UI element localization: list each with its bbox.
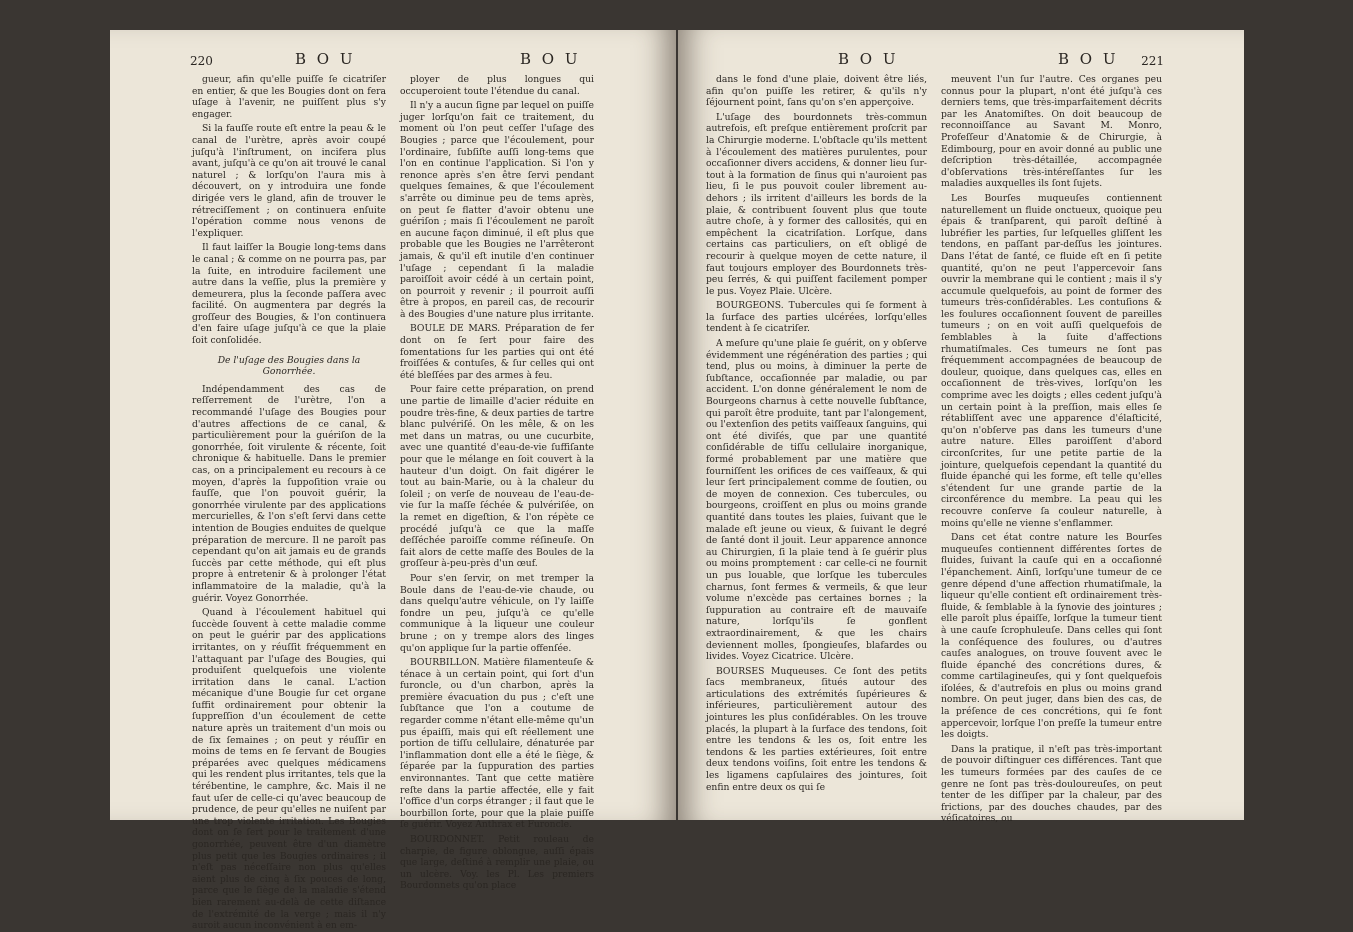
running-head: B O U	[520, 50, 581, 68]
right-page-columns	[706, 74, 1162, 825]
left-page-header	[190, 50, 596, 72]
running-head: B O U	[295, 50, 356, 68]
page-number: 221	[1141, 54, 1164, 68]
entry-paragraph: BOULE DE MARS. Préparation de fer dont on ſe ſert pour faire des fomentations ſur les parties qui ont été froiſſées & contuſes, & ſur celles qui ont été bleſſées par des armes à feu.	[400, 323, 594, 381]
paragraph: Dans la pratique, il n'eſt pas très-important de pouvoir diſtinguer ces différences. Tant que les tumeurs formées par des cauſes de ce genre ne ſont pas très-douloureuſes, on peut tenter de les diſſiper par la chaleur, par des frictions, par des douches chaudes, par des véſicatoires, ou	[941, 743, 1162, 825]
paragraph: Il n'y a aucun ſigne par lequel on puiſſe juger lorſqu'on fait ce traitement, du moment où l'on peut ceſſer l'uſage des Bougies ; parce que l'écoulement, pour l'ordinaire, ſubſiſte auſſi long-tems que l'on en continue l'application. Si l'on y renonce après s'en être ſervi pendant quelques ſemaines, & que l'écoulement s'arrête ou diminue peu de tems après, on peut ſe flatter d'avoir obtenu une guériſon ; mais ſi l'écoulement ne paroît en aucune façon diminué, il eſt plus que probable que les Bougies ne l'arrêteront jamais, & qu'il eſt inutile d'en continuer l'uſage ; cependant ſi la maladie paroiſſoit avoir cédé à un certain point, on pourroit y revenir ; il pourroit auſſi être à propos, en pareil cas, de recourir à des Bougies d'une nature plus irritante.	[400, 100, 594, 320]
page-number: 220	[190, 54, 213, 68]
entry-paragraph: BOURSES Muqueuses. Ce ſont des petits ſacs membraneux, ſitués autour des articulations des extrémités ſupérieures & inférieures, particulièrement autour des jointures les plus conſidérables. On les trouve placés, la plupart à la ſurface des tendons, ſoit entre les tendons & les os, ſoit entre les tendons & les parties extérieures, ſoit entre deux tendons voiſins, ſoit entre les tendons & les ligamens capſulaires des jointures, ſoit enfin entre deux os qui ſe	[706, 665, 927, 793]
paragraph: Les Bourſes muqueuſes contiennent naturellement un fluide onctueux, quoique peu épais & tranſparent, qui paroît deſtiné à lubréfier les parties, ſur leſquelles gliſſent les tendons, en paſſant par-deſſus les jointures. Dans l'état de ſanté, ce fluide eſt en ſi petite quantité, qu'on ne peut l'appercevoir ſans ouvrir la membrane qui le contient ; mais il s'y accumule quelquefois, au point de former des tumeurs très-conſidérables. Les contuſions & les foulures occaſionnent ſouvent de pareilles tumeurs ; on en voit auſſi quelquefois de ſemblables à la ſuite d'affections rhumatiſmales. Ces tumeurs ne ſont pas fréquemment accompagnées de beaucoup de douleur, quoique, dans quelques cas, elles en occaſionnent de très-vives, lorſqu'on les comprime avec les doigts ; elles cedent juſqu'à un certain point à la preſſion, mais elles ſe rétabliſſent avec une apparence d'élaſticité, qu'on n'obſerve pas dans les tumeurs d'une autre nature. Elles paroiſſent d'abord circonſcrites, ſur une petite partie de la jointure, quelquefois cependant la quantité du fluide épanché qui les forme, eſt telle qu'elles s'étendent ſur une grande partie de la circonférence du membre. La peau qui les recouvre conſerve ſa couleur naturelle, à moins qu'elle ne vienne s'enflammer.	[941, 192, 1162, 529]
text-column	[706, 74, 927, 806]
left-page	[110, 30, 676, 932]
right-page	[678, 30, 1244, 825]
paragraph: Si la fauſſe route eſt entre la peau & le canal de l'urètre, après avoir coupé juſqu'à l'inſtrument, on incifera plus avant, juſqu'à ce qu'on ait trouvé le canal naturel ; & lorſqu'on l'aura mis à découvert, on y introduira une fonde dirigée vers le gland, afin de trouver le rétreciſſement ; on continuera enſuite l'opération comme nous venons de l'expliquer.	[192, 123, 386, 239]
paragraph: meuvent l'un ſur l'autre. Ces organes peu connus pour la plupart, n'ont été juſqu'à ces derniers tems, que très-imparfaitement décrits par les Anatomiſtes. On doit beaucoup de reconnoiſſance au Savant M. Monro, Profeſſeur d'Anatomie & de Chirurgie, à Edimbourg, pour en avoir donné au public une deſcription très-détaillée, accompagnée d'obſervations très-intéreſſantes ſur les maladies auxquelles ils ſont ſujets.	[941, 74, 1162, 190]
paragraph: Pour faire cette préparation, on prend une partie de limaille d'acier réduite en poudre très-fine, & deux parties de tartre blanc pulvériſé. On les mêle, & on les met dans un matras, ou une cucurbite, avec une quantité d'eau-de-vie ſuffiſante pour que le mélange en ſoit couvert à la hauteur d'un doigt. On fait digérer le tout au bain-Marie, ou à la chaleur du ſoleil ; on verſe de nouveau de l'eau-de-vie ſur la maſſe ſéchée & pulvériſée, on la remet en digeſtion, & l'on répète ce procédé juſqu'à ce que la maſſe deſſéchée paroiſſe comme réſineuſe. On fait alors de cette maſſe des Boules de la groſſeur à-peu-près d'un œuf.	[400, 384, 594, 570]
paragraph: gueur, afin qu'elle puiſſe ſe cicatriſer en entier, & que les Bougies dont on fera uſage à l'avenir, ne puiſſent plus s'y engager.	[192, 74, 386, 120]
paragraph: ployer de plus longues qui occuperoient toute l'étendue du canal.	[400, 74, 594, 97]
paragraph: A meſure qu'une plaie ſe guérit, on y obſerve évidemment une régénération des parties ; qui tend, plus ou moins, à diminuer la perte de ſubſtance, occaſionnée par maladie, ou par accident. L'on donne généralement le nom de Bourgeons charnus à cette nouvelle ſubſtance, qui paroît être produite, tant par l'alongement, ou l'extenſion des petits vaiſſeaux ſanguins, qui ont été diviſés, que par une quantité conſidérable de tiſſu cellulaire inorganique, formé probablement par une matière que fourniſſent les orifices de ces vaiſſeaux, & qui leur ſert principalement comme de ſoutien, ou de moyen de connexion. Ces tubercules, ou bourgeons, croiſſent en plus ou moins grande quantité dans toutes les plaies, ſuivant que le malade eſt jeune ou vieux, & ſuivant le degré de ſanté dont il jouit. Leur apparence annonce au Chirurgien, ſi la plaie tend à ſe guérir plus ou moins promptement : car celle-ci ne fournit un pus louable, que lorſque les tubercules charnus, ſont fermes & vermeils, & que leur volume n'excède pas certaines bornes ; la ſuppuration au contraire eſt de mauvaiſe nature, lorſqu'ils ſe gonflent extraordinairement, & que les chairs deviennent molles, ſpongieuſes, blafardes ou livides. Voyez Cicatrice. Ulcère.	[706, 338, 927, 663]
paragraph: dans le fond d'une plaie, doivent être liés, afin qu'on puiſſe les retirer, & qu'ils n'y ſéjournent point, ſans qu'on s'en apperçoive.	[706, 74, 927, 109]
running-head: B O U	[838, 50, 899, 68]
paragraph: Dans cet état contre nature les Bourſes muqueuſes contiennent différentes ſortes de fluides, ſuivant la cauſe qui en a occaſionné l'épanchement. Ainſi, lorſqu'une tumeur de ce genre dépend d'une affection rhumatiſmale, la liqueur qu'elle contient eſt ordinairement très-fluide, & ſemblable à la ſynovie des jointures ; elle paroît plus épaiſſe, lorſque la tumeur tient à une cauſe ſcrophuleuſe. Dans celles qui ſont la conſéquence des foulures, ou d'autres cauſes analogues, on trouve ſouvent avec le fluide épanché des concrétions dures, & comme cartilagineuſes, qui y ſont quelquefois iſolées, & d'autrefois en plus ou moins grand nombre. On peut juger, dans bien des cas, de la préſence de ces concrétions, qui ſe font appercevoir, lorſque l'on preſſe la tumeur entre les doigts.	[941, 532, 1162, 741]
entry-paragraph: BOURDONNET. Petit rouleau de charpie, de figure oblongue, auſſi épais que large, deſtiné à remplir une plaie, ou un ulcère. Voy. les Pl. Les premiers Bourdonnets qu'on place	[400, 834, 594, 892]
paragraph: Pour s'en ſervir, on met tremper la Boule dans de l'eau-de-vie chaude, ou dans quelqu'autre véhicule, on l'y laiſſe fondre un peu, juſqu'à ce qu'elle communique à la liqueur une couleur brune ; on y trempe alors des linges qu'on applique ſur la partie offenſée.	[400, 572, 594, 654]
text-column	[400, 74, 595, 892]
paragraph: Il faut laiſſer la Bougie long-tems dans le canal ; & comme on ne pourra pas, par la ſuite, en introduire facilement une autre dans la veſſie, plus la première y demeurera, plus la ſeconde paſſera avec facilité. On augmentera par degrés la groſſeur des Bougies, & l'on continuera d'en faire uſage juſqu'à ce que la plaie ſoit conſolidée.	[192, 242, 386, 347]
right-page-header	[758, 50, 1164, 72]
paragraph: Quand à l'écoulement habituel qui ſuccède ſouvent à cette maladie comme on peut le guérir par des applications irritantes, on y réuſſit fréquemment en l'attaquant par l'uſage des Bougies, qui produiſent quelquefois une violente irritation dans le canal. L'action mécanique d'une Bougie ſur cet organe ſuffit ordinairement pour obtenir la ſuppreſſion d'un écoulement de cette nature après un traitement d'un mois ou de ſix ſemaines ; on peut y réuſſir en moins de tems en ſe ſervant de Bougies préparées avec quelques médicamens qui les rendent plus irritantes, tels que la térébentine, le camphre, &c. Mais il ne faut uſer de celle-ci qu'avec beaucoup de prudence, de peur qu'elles ne nuiſent par une trop violente irritation. Les Bougies dont on ſe ſert pour le traitement d'une gonorrhée, peuvent être d'un diamètre plus petit que les Bougies ordinaires ; il n'eſt pas néceſſaire non plus qu'elles aient plus de cinq à ſix pouces de long, parce que le ſiège de la maladie s'étend bien rarement au-delà de cette diſtance de l'extrémité de la verge ; mais il n'y auroit aucun inconvénient à en em-	[192, 607, 386, 932]
text-column	[192, 74, 386, 932]
paragraph: L'uſage des bourdonnets très-commun autrefois, eſt preſque entièrement proſcrit par la Chirurgie moderne. L'obſtacle qu'ils mettent à l'écoulement des matières purulentes, pour occaſionner divers accidens, & donner lieu ſur-tout à la formation de ſinus qui n'auroient pas lieu, ſi le pus pouvoit couler librement au-dehors ; ils irritent d'ailleurs les bords de la plaie, & contribuent ſouvent plus que toute autre choſe, à y former des callosités, qui en empêchent la cicatriſation. Lorſque, dans certains cas particuliers, on eſt obligé de recourir à quelque moyen de cette nature, il faut toujours employer des Bourdonnets très-peu ſerrés, & qui puiſſent facilement pomper le pus. Voyez Plaie. Ulcère.	[706, 111, 927, 297]
entry-paragraph: BOURBILLON. Matière filamenteuſe & ténace à un certain point, qui ſort d'un furoncle, ou d'un charbon, après la première évacuation du pus ; c'eſt une ſubſtance que l'on a coutume de regarder comme n'étant elle-même qu'un pus épaiſſi, mais qui eſt réellement une portion de tiſſu cellulaire, dénaturée par l'inflammation dont elle a été le ſiège, & ſéparée par la ſuppuration des parties environnantes. Tant que cette matière reſte dans la partie affectée, elle y fait l'office d'un corps étranger ; il faut que le bourbillon ſorte, pour que la plaie puiſſe ſe guérir. Voyez Anthrax et Furoncle.	[400, 657, 595, 831]
entry-paragraph: BOURGEONS. Tubercules qui ſe forment à la ſurface des parties ulcérées, lorſqu'elles tendent à ſe cicatriſer.	[706, 300, 927, 335]
left-page-columns	[192, 74, 595, 932]
paragraph: Indépendamment des cas de reſſerrement de l'urètre, l'on a recommandé l'uſage des Bougies pour d'autres affections de ce canal, & particulièrement pour la guériſon de la gonorrhée, ſoit virulente & récente, ſoit chronique & habituelle. Dans le premier cas, on a principalement eu recours à ce moyen, d'après la ſuppoſition vraie ou fauſſe, que l'on pouvoit guérir, la gonorrhée virulente par des applications mercurielles, & l'on s'eſt ſervi dans cette intention de Bougies enduites de quelque préparation de mercure. Il ne paroît pas cependant qu'on ait jamais eu de grands ſuccès par cette méthode, qui eſt plus propre à entretenir & à prolonger l'état inflammatoire de la maladie, qu'à la guérir. Voyez Gonorrhée.	[192, 383, 386, 604]
text-column	[941, 74, 1162, 825]
running-head: B O U	[1058, 50, 1119, 68]
section-heading: De l'uſage des Bougies dans la Gonorrhée.	[217, 354, 361, 378]
